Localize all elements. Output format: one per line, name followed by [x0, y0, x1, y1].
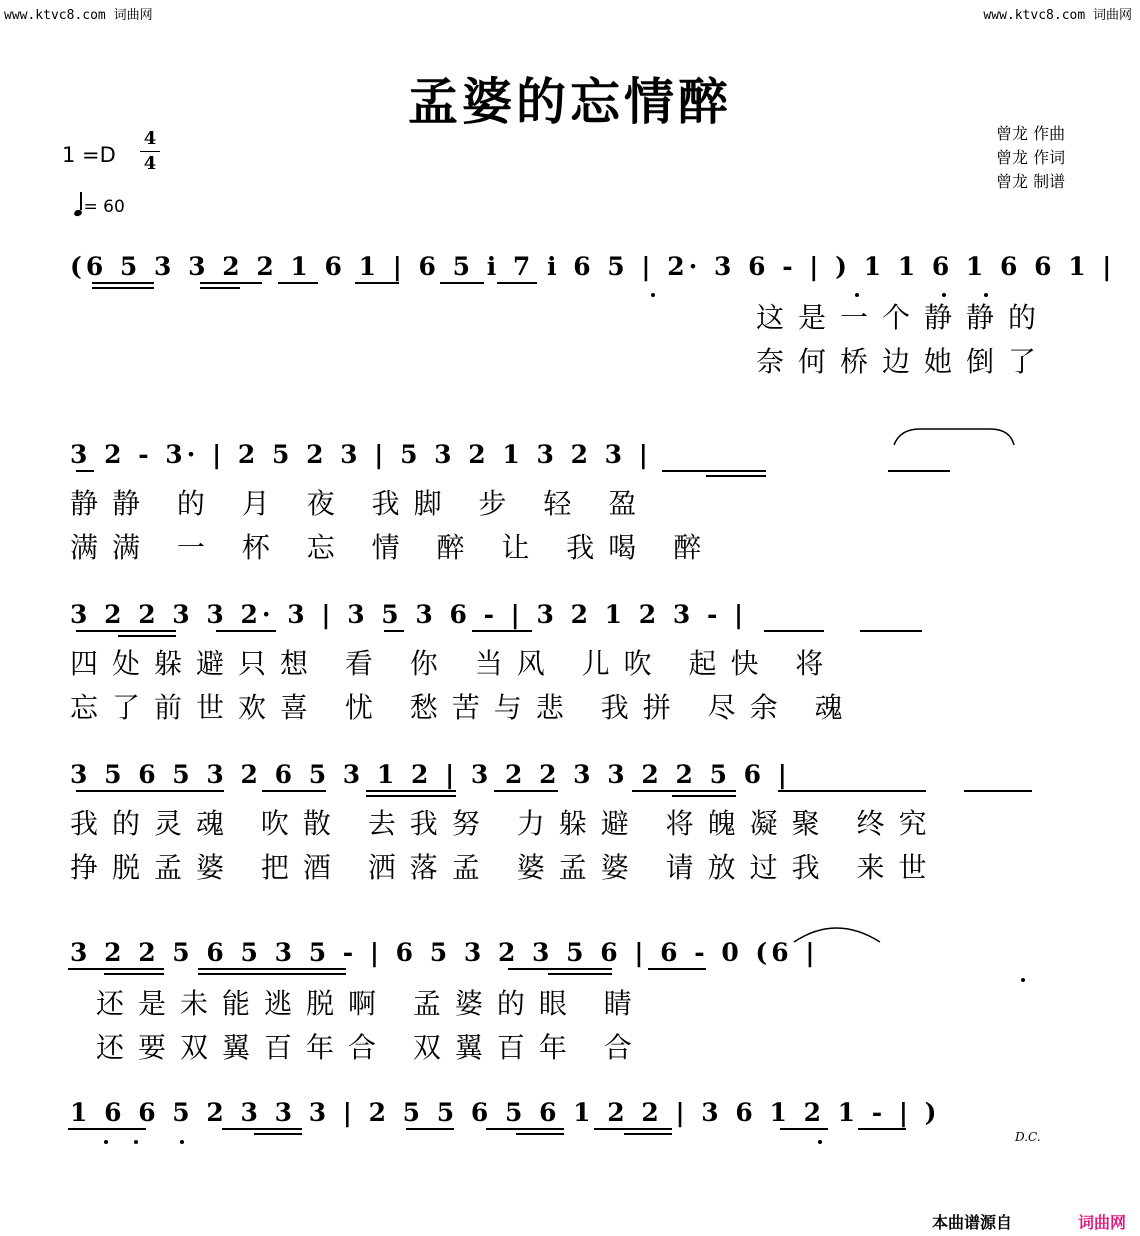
time-signature-bar: [140, 151, 160, 152]
key-signature: 1 =D: [62, 143, 116, 167]
underline: [254, 1133, 302, 1135]
underline: [486, 1128, 564, 1130]
underline: [632, 790, 736, 792]
underline: [764, 630, 824, 632]
underline: [858, 1128, 906, 1130]
lyrics-line-1-verse-2: 奈何桥边她倒了: [756, 345, 1051, 378]
underline: [888, 470, 950, 472]
octave-dot: [818, 1140, 822, 1144]
underline: [964, 790, 1032, 792]
underline: [497, 282, 537, 284]
underline: [594, 1128, 672, 1130]
notation-line-5: 3 2 2 5 6 5 3 5 - | 6 5 3 2 3 5 6 | 6 - 0 (6 |: [70, 938, 819, 967]
lyrics-line-4-verse-1: 我的灵魂 吹散 去我努 力躲避 将魄凝聚 终究: [70, 807, 941, 840]
underline: [780, 1128, 828, 1130]
underline: [76, 790, 224, 792]
source-label: 本曲谱源自: [932, 1213, 1013, 1232]
site-watermark-right: www.ktvc8.com 词曲网: [983, 8, 1132, 23]
lyrics-line-5-verse-1: 还是未能逃脱啊 孟婆的眼 睛: [96, 987, 646, 1020]
underline: [366, 795, 456, 797]
site-watermark-left: www.ktvc8.com 词曲网: [4, 8, 153, 23]
underline: [68, 1128, 146, 1130]
underline: [778, 790, 926, 792]
lyrics-line-3-verse-1: 四处躲避只想 看 你 当风 儿吹 起快 将: [70, 647, 838, 680]
underline: [200, 282, 262, 284]
time-signature-bottom: 4: [143, 153, 157, 174]
da-capo-mark: D.C.: [1015, 1130, 1041, 1144]
underline: [672, 795, 736, 797]
underline: [222, 1128, 302, 1130]
underline: [648, 968, 706, 970]
notation-line-3: 3 2 2 3 3 2· 3 | 3 5 3 6 - | 3 2 1 2 3 - |: [70, 600, 748, 629]
site-logo: 词曲网: [1078, 1213, 1127, 1232]
lyrics-line-4-verse-2: 挣脱孟婆 把酒 洒落孟 婆孟婆 请放过我 来世: [70, 851, 941, 884]
time-signature-top: 4: [143, 128, 157, 149]
time-signature: [140, 128, 160, 175]
underline: [198, 968, 346, 970]
lyrics-line-2-verse-2: 满满 一 杯 忘 情 醉 让 我喝 醉: [70, 531, 716, 564]
lyrics-line-3-verse-2: 忘了前世欢喜 忧 愁苦与悲 我拼 尽余 魂: [70, 691, 857, 724]
underline: [516, 1133, 564, 1135]
tie: [790, 922, 886, 946]
octave-dot: [651, 293, 655, 297]
composer-credit: 曾龙 作曲: [996, 124, 1066, 143]
underline: [860, 630, 922, 632]
underline: [406, 1128, 454, 1130]
underline: [624, 1133, 672, 1135]
underline: [200, 287, 240, 289]
underline: [355, 282, 399, 284]
underline: [508, 968, 612, 970]
underline: [262, 790, 326, 792]
song-title: 孟婆的忘情醉: [408, 73, 732, 131]
underline: [198, 973, 346, 975]
underline: [548, 973, 612, 975]
underline: [104, 973, 164, 975]
octave-dot: [180, 1140, 184, 1144]
underline: [440, 282, 484, 284]
underline: [278, 282, 318, 284]
lyricist-credit: 曾龙 作词: [996, 148, 1066, 167]
notation-line-6: 1 6 6 5 2 3 3 3 | 2 5 5 6 5 6 1 2 2 | 3 6 1 2 1 - | ): [70, 1098, 941, 1127]
notation-line-2: 3 2 - 3· | 2 5 2 3 | 5 3 2 1 3 2 3 |: [70, 440, 652, 469]
note-stem: [80, 192, 82, 210]
lyrics-line-1-verse-1: 这是一个静静的: [756, 301, 1051, 334]
underline: [92, 282, 154, 284]
underline: [76, 470, 94, 472]
octave-dot: [134, 1140, 138, 1144]
underline: [76, 630, 176, 632]
arranger-credit: 曾龙 制谱: [996, 172, 1066, 191]
notation-line-4: 3 5 6 5 3 2 6 5 3 1 2 | 3 2 2 3 3 2 2 5 6 |: [70, 760, 791, 789]
underline: [706, 475, 766, 477]
underline: [472, 630, 532, 632]
underline: [216, 630, 276, 632]
underline: [366, 790, 456, 792]
tempo-marking: [74, 194, 125, 217]
lyrics-line-5-verse-2: 还要双翼百年合 双翼百年 合: [96, 1031, 646, 1064]
underline: [68, 968, 164, 970]
underline: [662, 470, 766, 472]
tempo-value: = 60: [83, 197, 125, 217]
lyrics-line-2-verse-1: 静静 的 月 夜 我脚 步 轻 盈: [70, 487, 651, 520]
octave-dot: [104, 1140, 108, 1144]
notation-line-1: (6 5 3 3 2 2 1 6 1 | 6 5 i 7 i 6 5 | 2· 3 6 - | ) 1 1 6 1 6 6 1 |: [70, 252, 1116, 281]
underline: [118, 635, 176, 637]
slur: [890, 425, 1020, 449]
underline: [384, 630, 404, 632]
underline: [494, 790, 558, 792]
underline: [92, 287, 154, 289]
credits: [996, 122, 1065, 194]
quarter-note-icon: [73, 209, 83, 217]
